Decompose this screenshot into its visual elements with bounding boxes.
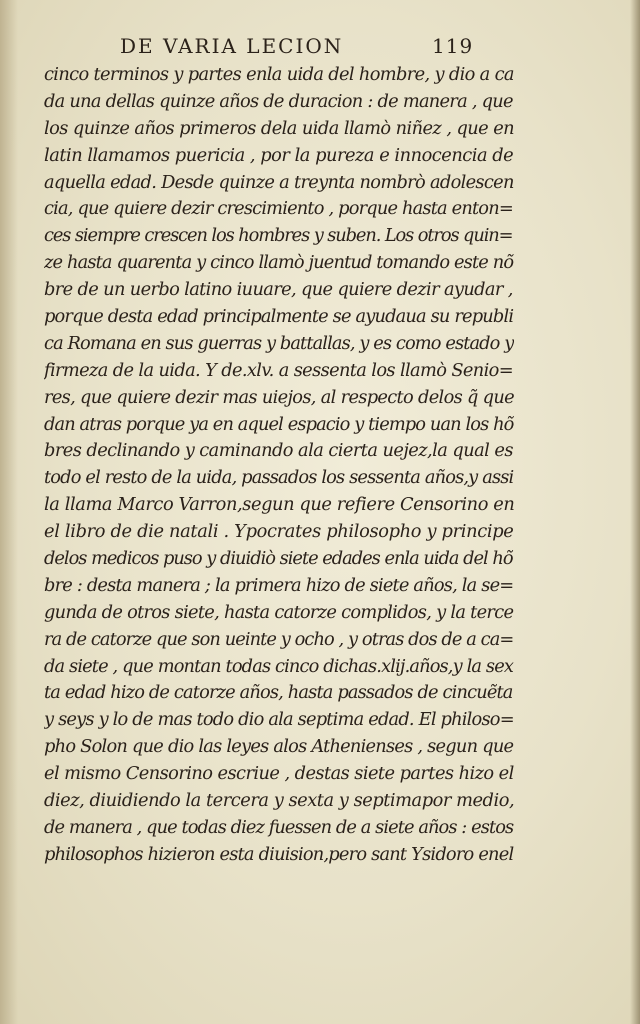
text-line: los quinze años primeros dela uida llamò niñez , que en [44,117,514,139]
text-line: ra de catorze que son ueinte y ocho , y otras dos de a ca= [44,628,514,650]
text-line: da siete , que montan todas cinco dichas.xlij.años,y la sex [44,655,514,677]
text-line: ta edad hizo de catorze años, hasta passados de cincuẽta [44,682,513,704]
text-line: cinco terminos y partes enla uida del hombre, y dio a ca [44,64,514,85]
text-line: cia, que quiere dezir crescimiento , porque hasta enton= [44,198,513,220]
gutter-shadow [0,0,18,1024]
text-line: de manera , que todas diez fuessen de a siete años : estos [44,816,514,838]
page-number: 119 [432,34,474,58]
text-line: dan atras porque ya en aquel espacio y tiempo uan los hõ [44,413,514,435]
text-line: pho Solon que dio las leyes alos Athenienses , segun que [44,736,514,758]
running-title: DE VARIA LECION [120,34,344,58]
running-head [120,30,500,60]
text-line: bre de un uerbo latino iuuare, que quiere dezir ayudar , [44,279,513,301]
text-line: firmeza de la uida. Y de.xlv. a sessenta los llamò Senio= [44,359,514,381]
text-line: bre : desta manera ; la primera hizo de siete años, la se= [44,574,514,596]
text-line: latin llamamos puericia , por la pureza e innocencia de [44,144,514,166]
text-line: la llama Marco Varron,segun que refiere Censorino en [44,494,514,516]
text-line: philosophos hizieron esta diuision,pero sant Ysidoro enel [44,843,514,865]
text-line: ces siempre crescen los hombres y suben. Los otros quin= [44,225,513,247]
text-line: bres declinando y caminando ala cierta uejez,la qual es [44,440,513,462]
text-line: delos medicos puso y diuidiò siete edades enla uida del hõ [44,548,513,570]
body-text [44,62,514,869]
text-line: diez, diuidiendo la tercera y sexta y septimapor medio, [44,790,514,812]
text-line: ze hasta quarenta y cinco llamò juentud tomando este nõ [44,252,514,274]
text-line: gunda de otros siete, hasta catorze complidos, y la terce [44,601,514,623]
edge-shadow [630,0,640,1024]
text-line: aquella edad. Desde quinze a treynta nombrò adolescen [44,171,514,193]
text-line: da una dellas quinze años de duracion : de manera , que [44,90,513,112]
text-line: el mismo Censorino escriue , destas siete partes hizo el [44,763,514,785]
text-line: el libro de die natali . Ypocrates philosopho y principe [44,521,514,543]
text-line: todo el resto de la uida, passados los sessenta años,y assi [44,467,514,489]
text-line: y seys y lo de mas todo dio ala septima edad. El philoso= [44,709,514,731]
text-line: res, que quiere dezir mas uiejos, al respecto delos q̃ que [44,386,514,408]
text-line: porque desta edad principalmente se ayudaua su republi [44,306,514,328]
text-line: ca Romana en sus guerras y battallas, y es como estado y [44,332,514,354]
